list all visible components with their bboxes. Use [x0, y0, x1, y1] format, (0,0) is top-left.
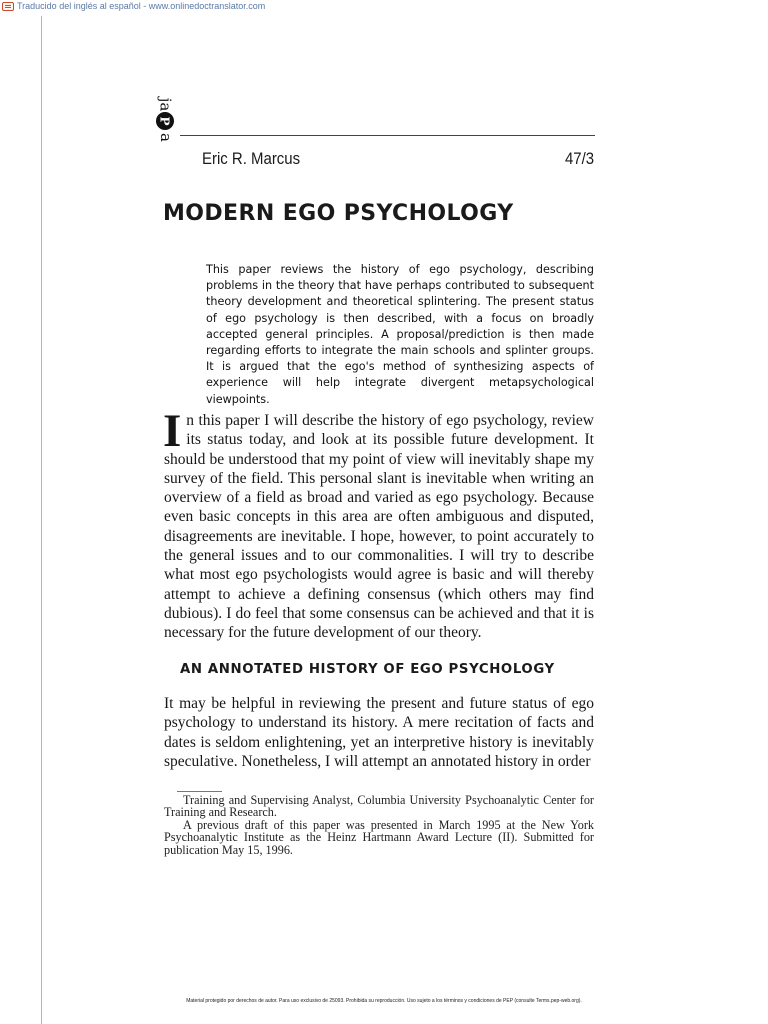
logo-disc-letter: P [158, 116, 172, 126]
page-reference: 47/3 [564, 149, 594, 168]
section-heading: AN ANNOTATED HISTORY OF EGO PSYCHOLOGY [180, 662, 555, 677]
history-paragraph: It may be helpful in reviewing the present and future status of ego psychology to understand its history. A mere recitation of facts and dates is seldom enlightening, yet an interpretive history is inevitably speculative. Nonetheless, I will attempt an annotated history in order [164, 695, 594, 770]
translator-banner[interactable] [0, 0, 265, 12]
logo-letter-bottom: a [156, 133, 175, 142]
banner-text[interactable]: Traducido del inglés al español - www.onlinedoctranslator.com [17, 1, 266, 11]
intro-paragraph [163, 405, 594, 643]
footnote-rule [177, 791, 222, 792]
author-name: Eric R. Marcus [202, 149, 301, 168]
footnotes [164, 794, 594, 856]
article-title: MODERN EGO PSYCHOLOGY [163, 201, 514, 226]
translate-document-icon [2, 2, 14, 11]
copyright-notice: Material protegido por derechos de autor. Para uso exclusivo de 25093. Prohibida su reproducción. Uso sujeto a los términos y condiciones de PEP (consulte Terms.pep-web.org). [186, 998, 582, 1004]
drop-cap: I [163, 405, 182, 457]
header-rule [180, 135, 595, 136]
intro-text: n this paper I will describe the history of ego psychology, review its status today, and look at its possible future development. It should be understood that my point of view will inevitably shape my survey of the field. This personal slant is inevitable when writing an overview of a field as broad and varied as ego psychology. Because even basic concepts in this area are often ambiguous and disputed, disagreements are inevitable. I hope, however, to point accurately to the general issues and to our commonalities. I will try to describe what most ego psychologists would agree is basic and will thereby attempt to achieve a defining consensus (which others may find dubious). I do feel that some consensus can be achieved and that it is necessary for the future development of our theory. [164, 412, 594, 642]
footnote-affiliation: Training and Supervising Analyst, Columbia University Psychoanalytic Center for Training and Research. [164, 793, 594, 820]
abstract: This paper reviews the history of ego psychology, describing problems in the theory that have perhaps contributed to subsequent theory development and theoretical splintering. The present status of ego psychology is then described, with a focus on broadly accepted general principles. A proposal/prediction is then made regarding efforts to integrate the main schools and splinter groups. It is argued that the ego's method of synthesizing aspects of experience will help integrate divergent metapsychological viewpoints. [206, 263, 594, 406]
footnote-presentation: A previous draft of this paper was presented in March 1995 at the New York Psychoanalytic Institute as the Heinz Hartmann Award Lecture (II). Submitted for publication May 15, 1996. [164, 817, 594, 857]
page-edge [41, 16, 42, 1024]
logo-letters-top: ja [156, 97, 175, 112]
logo-disc [156, 112, 174, 130]
journal-logo [152, 98, 178, 168]
